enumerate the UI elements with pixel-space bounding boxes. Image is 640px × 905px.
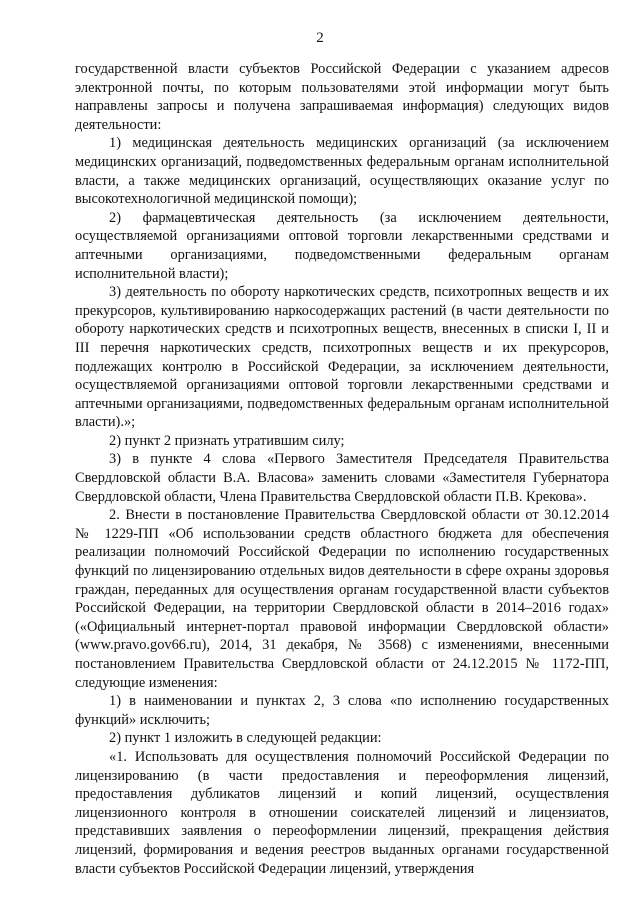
paragraph: государственной власти субъектов Российской Федерации с указанием адресов электронной почты, по которым пользователями этой информации могут быть направлены запросы и получена запрашиваемая информация) следующих видов деятельности: <box>75 61 609 133</box>
page-number: 2 <box>316 30 324 46</box>
paragraph: 2. Внести в постановление Правительства Свердловской области от 30.12.2014 № 1229-ПП «Об использовании средств областного бюджета для обеспечения реализации полномочий Российской Федерации по исполнению государственных функций по лицензированию отдельных видов деятельности в сфере охраны здоровья граждан, переданных для осуществления органам государственной власти субъектов Российской Федерации, на территории Свердловской области в 2014–2016 годах» («Официальный интернет-портал правовой информации Свердловской области» (www.pravo.gov66.ru), 2014, 31 декабря, № 3568) с изменениями, внесенными постановлением Правительства Свердловской области от 24.12.2015 № 1172-ПП, следующие изменения: <box>75 507 609 691</box>
paragraph: 1) в наименовании и пунктах 2, 3 слова «по исполнению государственных функций» исключить; <box>75 693 609 728</box>
paragraph: 1) медицинская деятельность медицинских организаций (за исключением медицинских организаций, подведомственных федеральным органам исполнительной власти, а также медицинских организаций, осуществляющих оказание услуг по высокотехнологичной медицинской помощи); <box>75 135 609 208</box>
paragraph: 2) пункт 2 признать утратившим силу; <box>109 432 345 449</box>
paragraph: «1. Использовать для осуществления полномочий Российской Федерации по лицензированию (в части предоставления и переоформления лицензий, предоставления дубликатов лицензий и копий лицензий, осуществления лицензионного контроля в отношении соискателей лицензий и лицензиатов, представивших заявления о переоформлении лицензий, прекращения действия лицензий, формирования и ведения реестров выданных органами государственной власти субъектов Российской Федерации лицензий, утверждения <box>75 748 609 877</box>
paragraph: 3) деятельность по обороту наркотических средств, психотропных веществ и их прекурсоров, культивированию наркосодержащих растений (в части деятельности по обороту наркотических средств и психотропных веществ, внесенных в списки I, II и III перечня наркотических средств, психотропных веществ и их прекурсоров, подлежащих контролю в Российской Федерации, за исключением деятельности, осуществляемой организациями оптовой торговли лекарственными средствами и аптечными организациями, подведомственных федеральным органам исполнительной власти).»; <box>75 284 609 431</box>
document-body <box>75 60 609 878</box>
paragraph: 2) фармацевтическая деятельность (за исключением деятельности, осуществляемой организациями оптовой торговли лекарственными средствами и аптечными организациями, подведомственными федеральным органам исполнительной власти); <box>75 209 609 282</box>
paragraph: 2) пункт 1 изложить в следующей редакции: <box>109 730 382 747</box>
paragraph: 3) в пункте 4 слова «Первого Заместителя Председателя Правительства Свердловской области В.А. Власова» заменить словами «Заместителя Губернатора Свердловской области, Члена Правительства Свердловской области П.В. Крекова». <box>75 451 609 505</box>
